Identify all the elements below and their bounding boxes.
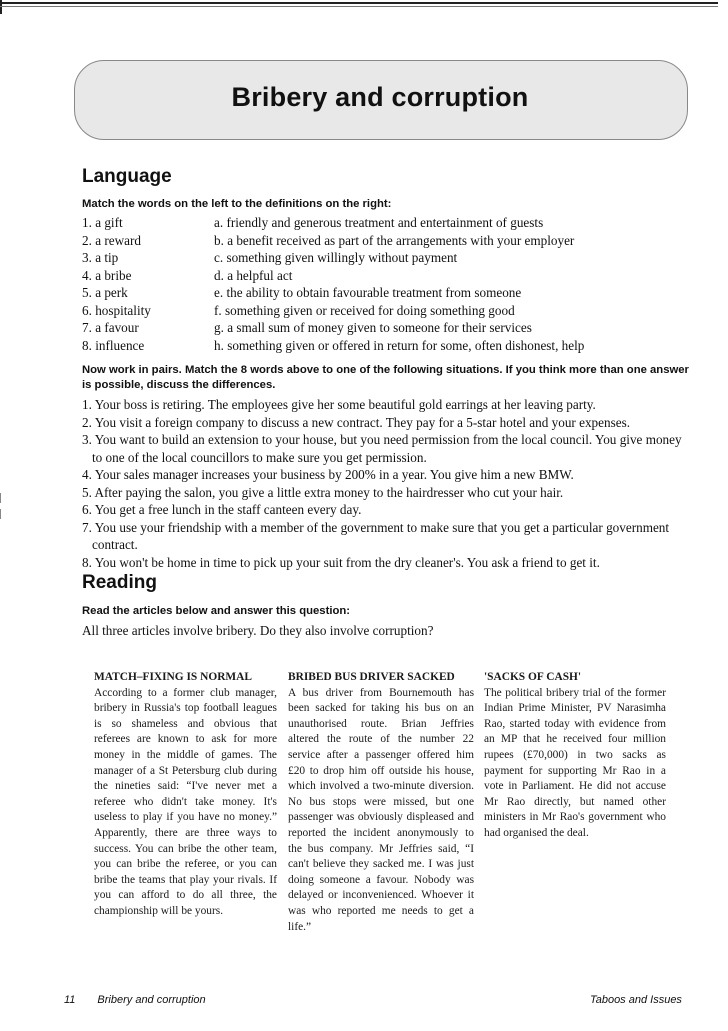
definitions-list bbox=[214, 214, 694, 354]
situations-list bbox=[82, 396, 694, 571]
word-item: 7. a favour bbox=[82, 320, 139, 335]
article-headline: BRIBED BUS DRIVER SACKED bbox=[288, 671, 455, 683]
definition-item: b. a benefit received as part of the arrangements with your employer bbox=[214, 232, 575, 248]
situation-item: 5. After paying the salon, you give a little extra money to the hairdresser who cut your hair. bbox=[82, 484, 564, 500]
situation-item: 3. You want to build an extension to your house, but you need permission from the local council. You give money to one of the local councillors to make sure you get permission. bbox=[82, 432, 682, 465]
top-rule bbox=[0, 2, 718, 4]
definition-item: e. the ability to obtain favourable treatment from someone bbox=[214, 285, 522, 300]
article-sacks-of-cash bbox=[484, 670, 666, 842]
article-headline: MATCH–FIXING IS NORMAL bbox=[94, 671, 252, 683]
top-rule-thin bbox=[0, 6, 718, 7]
situation-item: 7. You use your friendship with a member of the government to make sure that you get a particular government contract. bbox=[82, 519, 670, 552]
definition-item: f. something given or received for doing something good bbox=[214, 302, 515, 318]
situation-item: 2. You visit a foreign company to discuss a new contract. They pay for a 5-star hotel and your expenses. bbox=[82, 414, 631, 430]
article-body: A bus driver from Bournemouth has been sacked for taking his bus on an unauthorised route. Brian Jeffries altered the route of the number 22 service after a passenger offered him £20 to drop him off outside his house, which involved a two-minute diversion. No bus stops were missed, but one passenger was obviously displeased and reported the incident anonymously to the bus company. Mr Jeffries said, “I can't believe they sacked me. I was just doing someone a favour. Nobody was delayed or inconvenienced. Whoever it was who reported me needs to get a life.” bbox=[288, 686, 474, 933]
footer-book-title: Taboos and Issues bbox=[590, 994, 682, 1006]
reading-instruction: Read the articles below and answer this question: bbox=[82, 605, 351, 617]
margin-tick bbox=[0, 509, 1, 519]
article-bus-driver bbox=[288, 670, 474, 935]
title-banner bbox=[74, 60, 686, 140]
word-item: 6. hospitality bbox=[82, 302, 151, 318]
article-body: The political bribery trial of the former Indian Prime Minister, PV Narasimha Rao, started today with evidence from an MP that he received four million rupees (£70,000) in two sacks as payment for supporting Mr Rao in a vote in Parliament. He did not accuse Mr Rao directly, but named other ministers in Mr Rao's government who had organised the deal. bbox=[484, 686, 666, 839]
definition-item: d. a helpful act bbox=[214, 267, 293, 283]
word-item: 5. a perk bbox=[82, 285, 128, 300]
pairs-instruction: Now work in pairs. Match the 8 words above to one of the following situations. If you think more than one answer is possible, discuss the differences. bbox=[82, 364, 689, 391]
word-item: 8. influence bbox=[82, 337, 145, 353]
situation-item: 4. Your sales manager increases your business by 200% in a year. You give him a new BMW. bbox=[82, 467, 574, 482]
word-item: 4. a bribe bbox=[82, 267, 132, 283]
situation-item: 6. You get a free lunch in the staff canteen every day. bbox=[82, 502, 362, 517]
definition-item: a. friendly and generous treatment and entertainment of guests bbox=[214, 215, 544, 230]
word-item: 2. a reward bbox=[82, 232, 141, 248]
page-title: Bribery and corruption bbox=[231, 82, 529, 112]
definition-item: c. something given willingly without payment bbox=[214, 250, 458, 265]
language-heading: Language bbox=[82, 166, 172, 187]
reading-question: All three articles involve bribery. Do they also involve corruption? bbox=[82, 623, 434, 638]
match-instruction: Match the words on the left to the definitions on the right: bbox=[82, 198, 392, 210]
margin-tick bbox=[0, 493, 1, 503]
definition-item: g. a small sum of money given to someone for their services bbox=[214, 320, 532, 335]
words-list bbox=[82, 214, 202, 354]
word-item: 3. a tip bbox=[82, 250, 119, 265]
reading-heading: Reading bbox=[82, 572, 157, 593]
situation-item: 1. Your boss is retiring. The employees give her some beautiful gold earrings at her leaving party. bbox=[82, 397, 596, 412]
word-item: 1. a gift bbox=[82, 215, 123, 230]
situation-item: 8. You won't be home in time to pick up your suit from the dry cleaner's. You ask a friend to get it. bbox=[82, 554, 600, 570]
footer-left bbox=[64, 994, 206, 1006]
footer-chapter-title: Bribery and corruption bbox=[97, 994, 206, 1006]
article-body: According to a former club manager, bribery in Russia's top football leagues is so shameless and obvious that referees are known to ask for more money in the middle of games. The manager of a St Petersburg club during the nineties said: “I've never met a referee who didn't take money. It's useless to play if you have no money.” Apparently, there are three ways to success. You can bribe the other team, you can bribe the referee, or you can bribe the teams that play your rivals. If you can afford to do all three, the championship will be yours. bbox=[94, 686, 277, 917]
definition-item: h. something given or offered in return for some, often dishonest, help bbox=[214, 337, 585, 353]
page-number: 11 bbox=[64, 994, 76, 1006]
article-headline: 'SACKS OF CASH' bbox=[484, 671, 582, 683]
article-match-fixing bbox=[94, 670, 277, 920]
